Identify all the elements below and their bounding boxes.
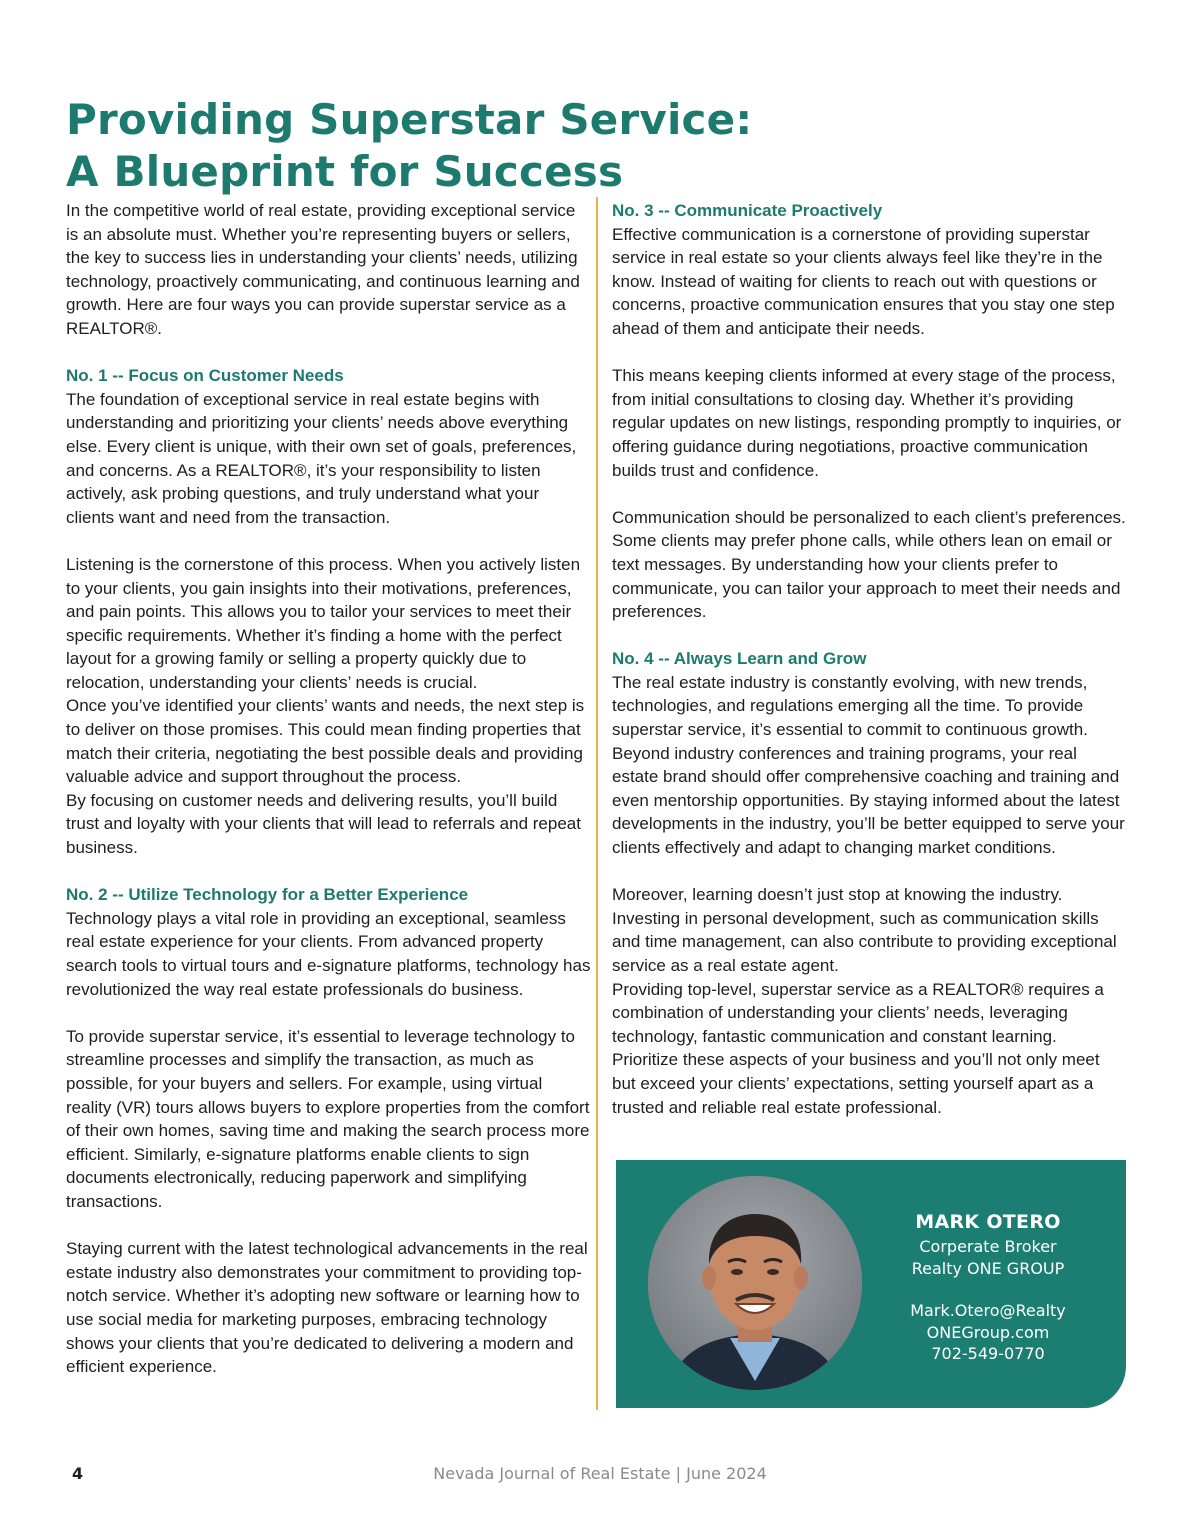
author-name: MARK OTERO: [915, 1211, 1061, 1233]
section-heading-1: No. 1 -- Focus on Customer Needs: [66, 366, 344, 386]
section-2-paragraph-1: Technology plays a vital role in providing an exceptional, seamless real estate experience for your clients. From advanced property search tools to virtual tours and e-signature platforms, technology has revolutionized the way real estate professionals do business.: [66, 908, 591, 999]
author-email-line-2[interactable]: ONEGroup.com: [926, 1322, 1050, 1342]
author-photo: [648, 1176, 862, 1390]
section-4-paragraph-3: Providing top-level, superstar service as a REALTOR® requires a combination of understanding your clients’ needs, leveraging technology, fantastic communication and constant learning. Prioritize these aspects of your business and you’ll not only meet but exceed your clients’ expectations, setting yourself apart as a trusted and reliable real estate professional.: [612, 979, 1104, 1117]
section-2-paragraph-3: Staying current with the latest technological advancements in the real estate industry also demonstrates your commitment to providing top-notch service. Whether it’s adopting new software or learning how to use social media for marketing purposes, embracing technology shows your clients that you’re dedicated to delivering a modern and efficient experience.: [66, 1239, 588, 1377]
author-company: Realty ONE GROUP: [911, 1258, 1065, 1278]
author-role: Corperate Broker: [919, 1237, 1057, 1256]
section-heading-2: No. 2 -- Utilize Technology for a Better Experience: [66, 885, 469, 905]
section-3-paragraph-2: This means keeping clients informed at every stage of the process, from initial consultations to closing day. Whether it’s providing regular updates on new listings, responding promptly to inquiries, or offering guidance during negotiations, proactive communication builds trust and confidence.: [612, 366, 1122, 480]
author-phone[interactable]: 702-549-0770: [931, 1344, 1045, 1363]
section-1-paragraph-1: The foundation of exceptional service in real estate begins with understanding and prioritizing your clients’ needs above everything else. Every client is unique, with their own set of goals, preferences, and concerns. As a REALTOR®, it’s your responsibility to listen actively, ask probing questions, and truly understand what your clients want and need from the transaction.: [66, 389, 577, 527]
left-column: [66, 199, 592, 1379]
section-1-paragraph-3: Once you’ve identified your clients’ wants and needs, the next step is to deliver on those promises. This could mean finding properties that match their criteria, negotiating the best possible deals and providing valuable advice and support throughout the process.: [66, 696, 585, 787]
intro-paragraph: In the competitive world of real estate, providing exceptional service is an absolute must. Whether you’re representing buyers or sellers, the key to success lies in understanding your clients’ needs, utilizing technology, proactively communicating, and continuous learning and growth. Here are four ways you can provide superstar service as a REALTOR®.: [66, 201, 580, 338]
section-3-paragraph-1: Effective communication is a cornerstone of providing superstar service in real estate so your clients always feel like they’re in the know. Instead of waiting for clients to reach out with questions or concerns, proactive communication ensures that you stay one step ahead of them and anticipate their needs.: [612, 224, 1115, 338]
publication-footer: Nevada Journal of Real Estate | June 2024: [433, 1464, 767, 1483]
section-4-paragraph-2: Moreover, learning doesn’t just stop at knowing the industry. Investing in personal development, such as communication skills and time management, can also contribute to providing exceptional service as a real estate agent.: [612, 885, 1117, 975]
author-bio-box: [616, 1160, 1126, 1408]
section-4-paragraph-1: The real estate industry is constantly evolving, with new trends, technologies, and regulations emerging all the time. To provide superstar service, it’s essential to commit to continuous growth. Beyond industry conferences and training programs, your real estate brand should offer comprehensive coaching and training and even mentorship opportunities. By staying informed about the latest developments in the industry, you’ll be better equipped to serve your clients effectively and adapt to changing market conditions.: [612, 672, 1125, 858]
section-3-paragraph-3: Communication should be personalized to each client’s preferences. Some clients may prefer phone calls, while others lean on email or text messages. By understanding how your clients prefer to communicate, you can tailor your approach to meet their needs and preferences.: [612, 507, 1126, 622]
author-portrait-icon: [648, 1176, 862, 1390]
title-line-2: A Blueprint for Success: [66, 147, 624, 197]
article-title: [66, 94, 966, 198]
author-email-line-1[interactable]: Mark.Otero@Realty: [910, 1301, 1066, 1320]
title-line-1: Providing Superstar Service:: [66, 95, 753, 145]
page-number: 4: [72, 1464, 84, 1483]
right-column: [612, 199, 1127, 1119]
section-1-paragraph-2: Listening is the cornerstone of this process. When you actively listen to your clients, you gain insights into their motivations, preferences, and pain points. This allows you to tailor your services to meet their specific requirements. Whether it’s finding a home with the perfect layout for a growing family or selling a property quickly due to relocation, understanding your clients’ needs is crucial.: [66, 554, 581, 692]
section-heading-4: No. 4 -- Always Learn and Grow: [612, 649, 867, 669]
column-divider: [596, 197, 598, 1410]
section-2-paragraph-2: To provide superstar service, it’s essential to leverage technology to streamline processes and simplify the transaction, as much as possible, for your buyers and sellers. For example, using virtual reality (VR) tours allows buyers to explore properties from the comfort of their own homes, saving time and making the search process more efficient. Similarly, e-signature platforms enable clients to sign documents electronically, reducing paperwork and simplifying transactions.: [66, 1026, 590, 1211]
author-details: [884, 1210, 1092, 1365]
section-heading-3: No. 3 -- Communicate Proactively: [612, 201, 883, 220]
section-1-paragraph-4: By focusing on customer needs and delivering results, you’ll build trust and loyalty with your clients that will lead to referrals and repeat business.: [66, 790, 581, 858]
